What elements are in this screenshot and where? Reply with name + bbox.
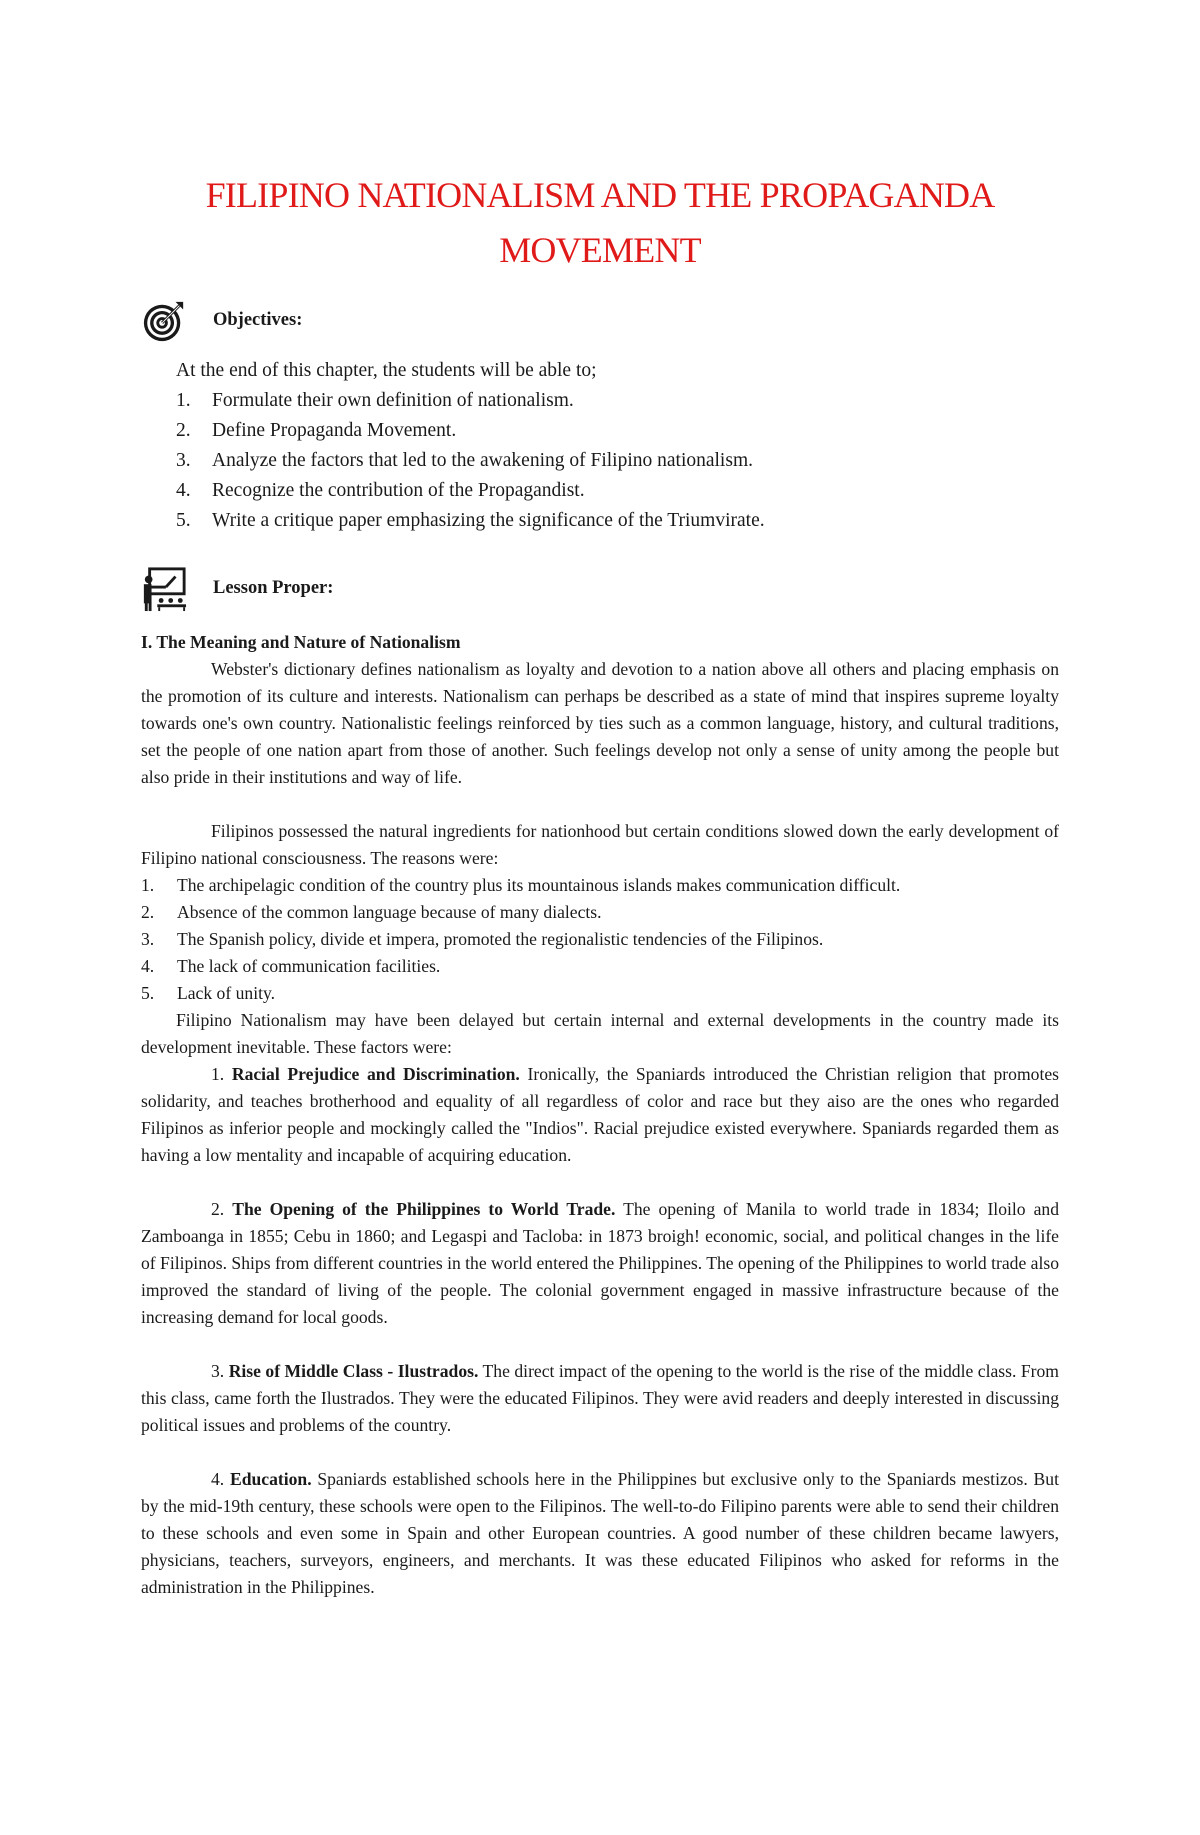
teacher-board-icon (141, 566, 187, 612)
factor-paragraph (141, 1358, 1059, 1439)
factor-number: 1. (211, 1064, 225, 1084)
factor-title: Education. (229, 1469, 312, 1489)
list-text: Recognize the contribution of the Propagandist. (212, 480, 585, 501)
factor-text: Ironically, the Spaniards introduced the Christian religion that promotes solidarity, and teaches brotherhood and equality of all regardless of color and race but they aiso are the ones who regarded Filipinos as inferior people and mockingly called the "Indios". Racial prejudice existed everywhere. Spaniards regarded them as having a low mentality and incapable of acquiring education. (141, 1064, 1059, 1165)
list-number: 5. (141, 983, 155, 1003)
list-item (176, 476, 1059, 506)
objectives-list (176, 386, 1059, 536)
list-text: Write a critique paper emphasizing the significance of the Triumvirate. (212, 510, 765, 531)
factor-paragraph (141, 1196, 1059, 1331)
reasons-list (141, 872, 1059, 1007)
list-number: 1. (176, 390, 191, 411)
list-text: The Spanish policy, divide et impera, promoted the regionalistic tendencies of the Filipinos. (177, 929, 824, 949)
list-number: 3. (141, 929, 155, 949)
list-item (141, 899, 1059, 926)
list-text: The archipelagic condition of the country plus its mountainous islands makes communication difficult. (177, 875, 901, 895)
objectives-header (141, 298, 1059, 344)
list-text: Define Propaganda Movement. (212, 420, 457, 441)
list-number: 3. (176, 450, 191, 471)
lesson-proper-label: Lesson Proper: (213, 578, 334, 598)
list-text: The lack of communication facilities. (177, 956, 441, 976)
objectives-label: Objectives: (213, 310, 303, 330)
factor-number: 2. (211, 1199, 225, 1219)
list-item (176, 386, 1059, 416)
list-item (176, 416, 1059, 446)
factor-title: The Opening of the Philippines to World Trade. (232, 1199, 616, 1219)
list-text: Analyze the factors that led to the awakening of Filipino nationalism. (212, 450, 753, 471)
list-text: Formulate their own definition of nationalism. (212, 390, 574, 411)
list-item (141, 872, 1059, 899)
list-number: 2. (141, 902, 155, 922)
lesson-proper-header (141, 566, 1059, 612)
list-item (176, 506, 1059, 536)
list-item (141, 953, 1059, 980)
list-text: Lack of unity. (177, 983, 276, 1003)
paragraph-definition: Webster's dictionary defines nationalism as loyalty and devotion to a nation above all others and placing emphasis on the promotion of its culture and interests. Nationalism can perhaps be described as a state of mind that inspires supreme loyalty towards one's own country. Nationalistic feelings reinforced by ties such as a common language, history, and cultural traditions, set the people of one nation apart from those of another. Such feelings develop not only a sense of unity among the people but also pride in their institutions and way of life. (141, 659, 1059, 787)
section-heading: I. The Meaning and Nature of Nationalism (141, 632, 461, 652)
factor-title: Racial Prejudice and Discrimination. (231, 1064, 520, 1084)
list-text: Absence of the common language because of many dialects. (177, 902, 602, 922)
objectives-list-block (176, 356, 1059, 536)
factor-number: 3. (211, 1361, 225, 1381)
factor-number: 4. (211, 1469, 225, 1489)
factor-text: The opening of Manila to world trade in 1834; Iloilo and Zamboanga in 1855; Cebu in 1860; and Legaspi and Tacloba: in 1873 broigh! economic, social, and political changes in the life of Filipinos. Ships from different countries in the world entered the Philippines. The opening of the Philippines to world trade also improved the standard of living of the people. The colonial government engaged in massive infrastructure because of the increasing demand for local goods. (141, 1199, 1059, 1327)
list-number: 1. (141, 875, 155, 895)
paragraph-ingredients: Filipinos possessed the natural ingredients for nationhood but certain conditions slowed down the early development of Filipino national consciousness. The reasons were: (141, 821, 1059, 868)
factor-paragraph (141, 1061, 1059, 1169)
list-item (141, 980, 1059, 1007)
list-number: 5. (176, 510, 191, 531)
objectives-intro: At the end of this chapter, the students will be able to; (176, 360, 597, 381)
list-item (176, 446, 1059, 476)
factor-paragraph (141, 1466, 1059, 1601)
list-number: 4. (176, 480, 191, 501)
target-icon (141, 298, 187, 344)
list-number: 4. (141, 956, 155, 976)
page-title: FILIPINO NATIONALISM AND THE PROPAGANDA MOVEMENT (205, 175, 995, 270)
paragraph-factors-intro: Filipino Nationalism may have been delayed but certain internal and external developments in the country made its development inevitable. These factors were: (141, 1010, 1059, 1057)
list-number: 2. (176, 420, 191, 441)
factor-text: Spaniards established schools here in the Philippines but exclusive only to the Spaniards mestizos. But by the mid-19th century, these schools were open to the Filipinos. The well-to-do Filipino parents were able to send their children to these schools and even some in Spain and other European countries. A good number of these children became lawyers, physicians, teachers, surveyors, engineers, and merchants. It was these educated Filipinos who asked for reforms in the administration in the Philippines. (141, 1469, 1059, 1597)
factor-title: Rise of Middle Class - Ilustrados. (228, 1361, 479, 1381)
factor-text: The direct impact of the opening to the world is the rise of the middle class. From this class, came forth the Ilustrados. They were the educated Filipinos. They were avid readers and deeply interested in discussing political issues and problems of the country. (141, 1361, 1059, 1435)
list-item (141, 926, 1059, 953)
